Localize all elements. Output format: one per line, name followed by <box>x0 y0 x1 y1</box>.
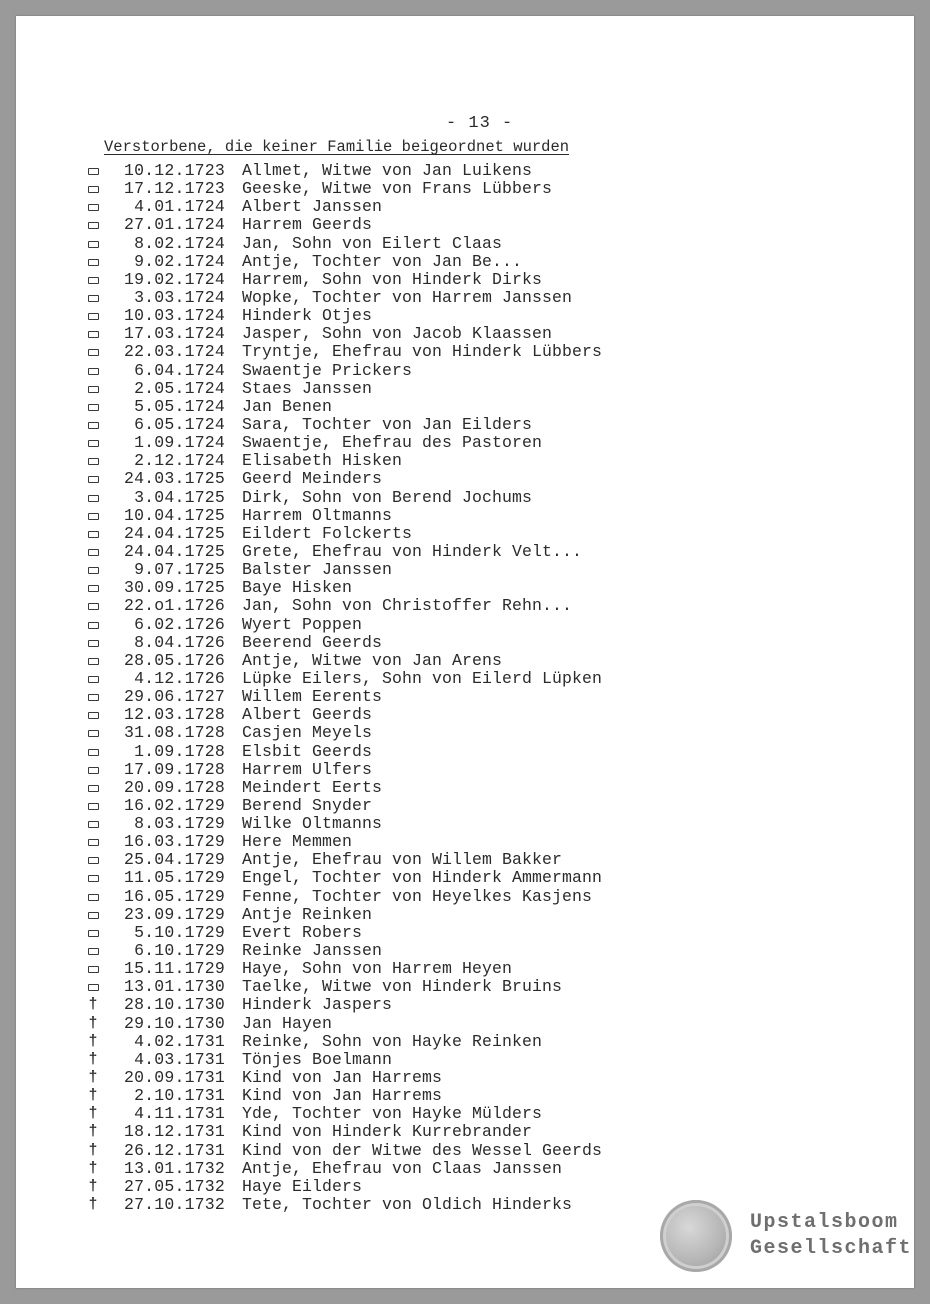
entry-name: Beerend Geerds <box>242 632 383 652</box>
entry-date: 6.04.1724 <box>134 360 225 380</box>
entry-name: Harrem, Sohn von Hinderk Dirks <box>242 269 543 289</box>
entry-name: Taelke, Witwe von Hinderk Bruins <box>242 977 563 997</box>
entry-name: Sara, Tochter von Jan Eilders <box>242 414 533 434</box>
entry-date: 27.01.1724 <box>123 215 225 235</box>
entry-date: 24.04.1725 <box>123 541 225 561</box>
entry-date: 17.09.1728 <box>123 759 225 779</box>
logo-line-1: Upstalsboom <box>750 1211 899 1234</box>
entry-date: 6.02.1726 <box>134 614 225 634</box>
entry-name: Balster Janssen <box>242 560 393 580</box>
entry-date: 22.03.1724 <box>123 342 225 362</box>
entry-date: 25.04.1729 <box>123 850 225 870</box>
entry-date: 8.03.1729 <box>134 814 225 834</box>
entry-date: 4.03.1731 <box>134 1049 225 1069</box>
entry-date: 6.05.1724 <box>134 414 225 434</box>
entry-date: 23.09.1729 <box>123 904 225 924</box>
entry-name: Jan, Sohn von Eilert Claas <box>242 233 503 253</box>
entry-name: Tönjes Boelmann <box>242 1049 393 1069</box>
page-title: Verstorbene, die keiner Familie beigeordnet wurden <box>104 138 570 156</box>
entry-date: 8.02.1724 <box>134 233 225 253</box>
entry-date: 11.05.1729 <box>123 868 225 888</box>
entry-name: Eildert Folckerts <box>242 523 413 543</box>
entry-date: 2.12.1724 <box>134 451 225 471</box>
entry-date: 10.04.1725 <box>123 505 225 525</box>
entry-date: 27.05.1732 <box>123 1176 225 1196</box>
entry-name: Engel, Tochter von Hinderk Ammermann <box>242 868 603 888</box>
entry-date: 10.12.1723 <box>123 161 225 180</box>
entry-date: 4.11.1731 <box>134 1104 225 1124</box>
entry-date: 28.05.1726 <box>123 650 225 670</box>
logo-text <box>750 1210 912 1262</box>
entry-name: Hinderk Otjes <box>242 306 373 326</box>
cross-icon: † <box>88 1105 98 1123</box>
entry-date: 24.03.1725 <box>123 469 225 489</box>
entry-date: 16.03.1729 <box>123 832 225 852</box>
entry-name: Kind von Jan Harrems <box>242 1086 443 1106</box>
entry-date: 19.02.1724 <box>123 269 225 289</box>
cross-icon: † <box>88 1087 98 1105</box>
entry-name: Antje Reinken <box>242 904 373 924</box>
entry-name: Here Memmen <box>242 832 353 852</box>
entry-date: 5.10.1729 <box>134 922 225 942</box>
entry-date: 22.o1.1726 <box>123 596 225 616</box>
entry-name: Albert Geerds <box>242 705 373 725</box>
entry-name: Lüpke Eilers, Sohn von Eilerd Lüpken <box>242 668 603 688</box>
entry-name: Antje, Witwe von Jan Arens <box>242 650 503 670</box>
cross-icon: † <box>88 1123 98 1141</box>
entry-name: Swaentje Prickers <box>242 360 413 380</box>
entry-name: Grete, Ehefrau von Hinderk Velt... <box>242 541 583 561</box>
entry-date: 4.02.1731 <box>134 1031 225 1051</box>
entry-name: Haye, Sohn von Harrem Heyen <box>242 959 513 979</box>
entry-name: Hinderk Jaspers <box>242 995 393 1015</box>
entry-date: 20.09.1731 <box>123 1068 225 1088</box>
entry-date: 1.09.1724 <box>134 433 225 453</box>
entry-name: Reinke, Sohn von Hayke Reinken <box>242 1031 543 1051</box>
entry-date: 16.05.1729 <box>123 886 225 906</box>
entry-date: 20.09.1728 <box>123 777 225 797</box>
entry-name: Allmet, Witwe von Jan Luikens <box>242 161 533 180</box>
entry-date: 8.04.1726 <box>134 632 225 652</box>
entry-name: Reinke Janssen <box>242 941 383 961</box>
entry-date: 9.07.1725 <box>134 560 225 580</box>
entry-date: 17.12.1723 <box>123 179 225 199</box>
entry-name: Baye Hisken <box>242 578 353 598</box>
entry-name: Fenne, Tochter von Heyelkes Kasjens <box>242 886 593 906</box>
entry-name: Haye Eilders <box>242 1176 363 1196</box>
entry-name: Jan Benen <box>242 396 333 416</box>
entry-name: Yde, Tochter von Hayke Mülders <box>242 1104 543 1124</box>
entry-name: Antje, Ehefrau von Claas Janssen <box>242 1158 563 1178</box>
cross-icon: † <box>88 1159 98 1177</box>
entry-name: Antje, Tochter von Jan Be... <box>242 251 523 271</box>
entry-date: 9.02.1724 <box>134 251 225 271</box>
entry-date: 3.03.1724 <box>134 287 225 307</box>
entry-date: 12.03.1728 <box>123 705 225 725</box>
entry-date: 1.09.1728 <box>134 741 225 761</box>
entry-name: Kind von Jan Harrems <box>242 1068 443 1088</box>
entry-date: 31.08.1728 <box>123 723 225 743</box>
entry-date: 15.11.1729 <box>123 959 225 979</box>
entry-name: Meindert Eerts <box>242 777 383 797</box>
entry-name: Jasper, Sohn von Jacob Klaassen <box>242 324 553 344</box>
entry-date: 2.10.1731 <box>134 1086 225 1106</box>
entry-date: 6.10.1729 <box>134 941 225 961</box>
entry-date: 4.01.1724 <box>134 197 225 217</box>
entry-name: Casjen Meyels <box>242 723 373 743</box>
entry-name: Kind von Hinderk Kurrebrander <box>242 1122 533 1142</box>
entry-name: Geeske, Witwe von Frans Lübbers <box>242 179 553 199</box>
entry-name: Wilke Oltmanns <box>242 814 383 834</box>
entry-date: 13.01.1732 <box>123 1158 225 1178</box>
entry-name: Berend Snyder <box>242 795 373 815</box>
entry-date: 24.04.1725 <box>123 523 225 543</box>
entry-date: 2.05.1724 <box>134 378 225 398</box>
entry-name: Willem Eerents <box>242 687 383 707</box>
entry-date: 28.10.1730 <box>123 995 225 1015</box>
entry-date: 30.09.1725 <box>123 578 225 598</box>
entry-date: 29.06.1727 <box>123 687 225 707</box>
entry-name: Wopke, Tochter von Harrem Janssen <box>242 287 573 307</box>
page-number: - 13 - <box>446 114 514 133</box>
entry-name: Antje, Ehefrau von Willem Bakker <box>242 850 563 870</box>
entry-name: Tryntje, Ehefrau von Hinderk Lübbers <box>242 342 603 362</box>
cross-icon: † <box>88 1032 98 1050</box>
entry-name: Dirk, Sohn von Berend Jochums <box>242 487 533 507</box>
cross-icon: † <box>88 1050 98 1068</box>
seal-icon <box>660 1200 732 1272</box>
entry-name: Elisabeth Hisken <box>242 451 403 471</box>
entry-name: Tete, Tochter von Oldich Hinderks <box>242 1195 573 1215</box>
entry-date: 27.10.1732 <box>123 1195 225 1215</box>
entry-name: Jan, Sohn von Christoffer Rehn... <box>242 596 573 616</box>
entry-name: Albert Janssen <box>242 197 383 217</box>
entry-date: 18.12.1731 <box>123 1122 225 1142</box>
cross-icon: † <box>88 1141 98 1159</box>
entry-date: 29.10.1730 <box>123 1013 225 1033</box>
entry-name: Harrem Geerds <box>242 215 373 235</box>
logo-line-2: Gesellschaft <box>750 1237 913 1260</box>
entry-name: Harrem Ulfers <box>242 759 373 779</box>
entry-name: Wyert Poppen <box>242 614 363 634</box>
cross-icon: † <box>88 1069 98 1087</box>
entry-name: Swaentje, Ehefrau des Pastoren <box>242 433 543 453</box>
entry-date: 3.04.1725 <box>134 487 225 507</box>
entry-name: Evert Robers <box>242 922 363 942</box>
entry-date: 17.03.1724 <box>123 324 225 344</box>
cross-icon: † <box>88 1196 98 1214</box>
entry-name: Geerd Meinders <box>242 469 383 489</box>
society-logo <box>660 1200 912 1272</box>
cross-icon: † <box>88 1177 98 1195</box>
entry-name: Staes Janssen <box>242 378 373 398</box>
entry-date: 5.05.1724 <box>134 396 225 416</box>
entry-date: 10.03.1724 <box>123 306 225 326</box>
entry-name: Harrem Oltmanns <box>242 505 393 525</box>
entry-name: Elsbit Geerds <box>242 741 373 761</box>
entry-name: Jan Hayen <box>242 1013 333 1033</box>
entry-date: 13.01.1730 <box>123 977 225 997</box>
entry-date: 26.12.1731 <box>123 1140 225 1160</box>
cross-icon: † <box>88 1014 98 1032</box>
entry-name: Kind von der Witwe des Wessel Geerds <box>242 1140 603 1160</box>
entry-date: 16.02.1729 <box>123 795 225 815</box>
cross-icon: † <box>88 996 98 1014</box>
entry-date: 4.12.1726 <box>134 668 225 688</box>
